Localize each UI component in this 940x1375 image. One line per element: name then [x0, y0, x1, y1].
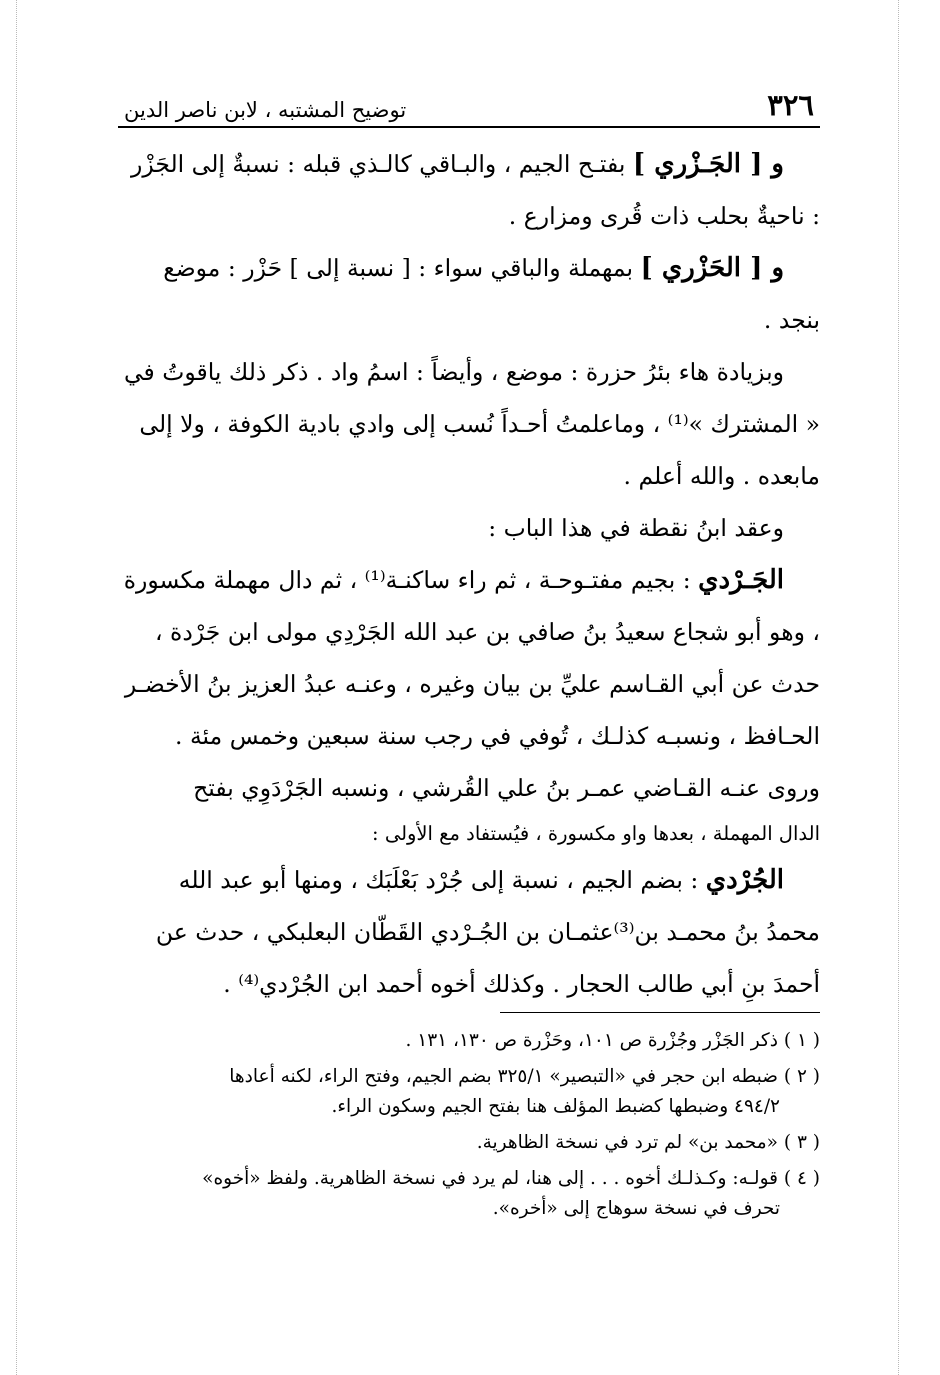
scan-dotted-margin: [898, 0, 899, 1375]
headword: و [ الجَـزْري ]: [632, 149, 784, 179]
footnote-continuation: تحرف في نسخة سوهاج إلى «أخره».: [492, 1198, 780, 1219]
paragraph: [118, 554, 820, 814]
footnote: [118, 1164, 820, 1224]
footnote-separator: [500, 1012, 820, 1013]
running-title: توضيح المشتبه ، لابن ناصر الدين: [124, 98, 407, 122]
paragraph: وبزيادة هاء بئرُ حزرة : موضع ، وأيضاً : اسمُ واد . ذكر ذلك ياقوتُ في « المشترك »⁽¹⁾ ، وماعلمتُ أحـداً نُسب إلى وادي بادية الكوفة ، ولا إلى مابعده . والله أعلم .: [123, 358, 820, 490]
book-page: [118, 78, 820, 1219]
headword: الجُرْدي: [705, 865, 784, 895]
paragraph-continuation: الدال المهملة ، بعدها واو مكسورة ، فيُستفاد مع الأولى :: [372, 822, 820, 845]
headword: الجَـرْدي: [698, 565, 784, 595]
page-header: [118, 78, 820, 128]
footnote: [118, 1128, 820, 1158]
footnote-text: ( ٤ ) قولـه: وكـذلـك أخوه . . . إلى هنا، لم يرد في نسخة الظاهرية. ولفظ «أخوه»: [202, 1168, 820, 1189]
paragraph: [118, 854, 820, 1010]
paragraph: وعقد ابنُ نقطة في هذا الباب :: [488, 514, 784, 542]
paragraph-text: بمهملة والباقي سواء : [ نسبة إلى ] حَزْر : موضع بنجد .: [163, 254, 820, 334]
paragraph: [118, 242, 820, 346]
paragraph: [118, 138, 820, 242]
footnote-text: ( ٢ ) ضبطه ابن حجر في «التبصير» ٣٢٥/١ بضم الجيم، وفتح الراء، لكنه أعادها: [229, 1066, 820, 1087]
footnotes: [118, 1026, 820, 1230]
scan-dotted-margin: [16, 0, 17, 1375]
footnote-text: ( ٣ ) «محمد بن» لم ترد في نسخة الظاهرية.: [476, 1132, 820, 1153]
paragraph-text: بفتـح الجيم ، والبـاقي كالـذي قبله : نسبةٌ إلى الجَزْر : ناحيةٌ بحلب ذات قُرى ومزارع .: [131, 150, 820, 230]
footnote: [118, 1026, 820, 1056]
footnote-text: ( ١ ) ذكر الجَزْر وجُزْرة ص ١٠١، وحَزْرة ص ١٣٠، ١٣١ .: [405, 1030, 820, 1051]
paragraph-text: : بجيم مفتـوحـة ، ثم راء ساكنـة⁽¹⁾ ، ثم دال مهملة مكسورة ، وهو أبو شجاع سعيدُ بنُ صافي بن عبد الله الجَرْدِي مولى ابن جَرْدة ، حدث عن أبي القـاسم عليِّ بن بيان وغيره ، وعنـه عبدُ العزيز بنُ الأخضـر الحـافظ ، ونسبـه كذلـك ، تُوفي في رجب سنة سبعين وخمس مئة . وروى عنـه القـاضي عمـر بنُ علي القُرشي ، ونسبه الجَرْدَوِي بفتح: [123, 566, 820, 802]
page-number: ٣٢٦: [767, 88, 814, 122]
footnote-continuation: ٤٩٤/٢ وضبطها كضبط المؤلف هنا بفتح الجيم وسكون الراء.: [331, 1096, 780, 1117]
footnote: [118, 1062, 820, 1122]
paragraph-text: : بضم الجيم ، نسبة إلى جُرْد بَعْلَبَك ، ومنها أبو عبد الله محمدُ بنُ محمـد بن⁽³⁾عثمـان بن الجُـرْدي القَطّان البعلبكي ، حدث عن أحمدَ بنِ أبي طالب الحجار . وكذلك أخوه أحمد ابن الجُرْدي⁽⁴⁾ .: [155, 866, 820, 998]
main-text: [118, 138, 820, 1010]
headword: و [ الحَزْري ]: [640, 253, 784, 283]
